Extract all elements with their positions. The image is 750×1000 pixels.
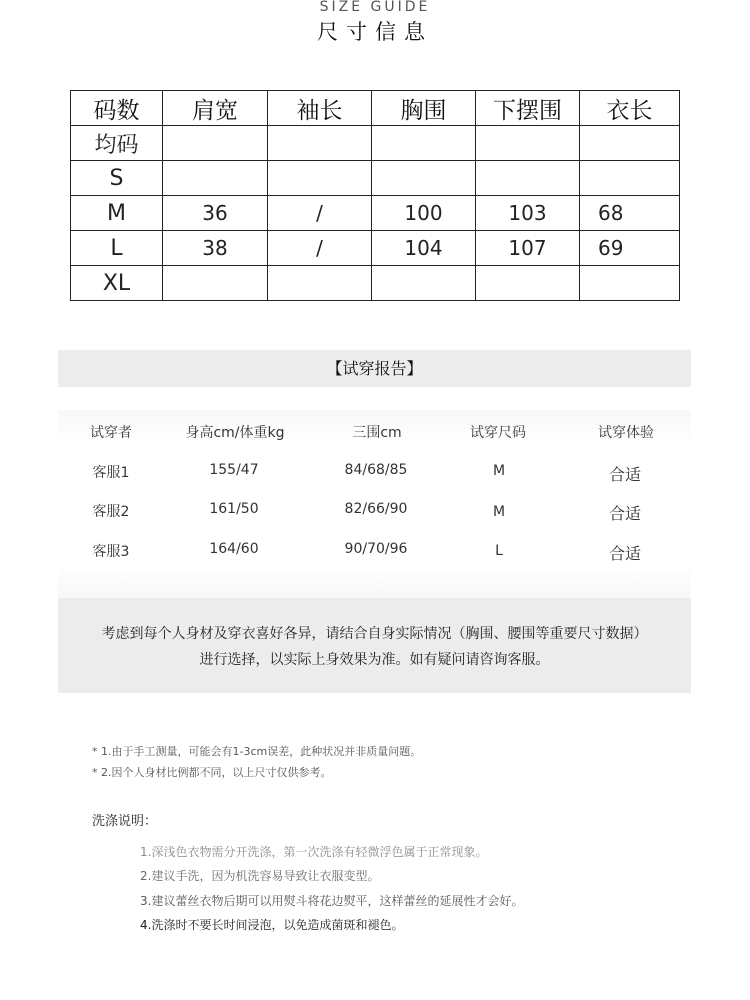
table-cell: 107 — [476, 231, 580, 266]
trial-cell: 合适 — [608, 465, 641, 484]
trial-cell: 84/68/85 — [344, 462, 408, 478]
table-cell — [372, 161, 476, 196]
size-label: 均码 — [71, 126, 163, 161]
size-table — [70, 90, 680, 301]
size-label: XL — [71, 266, 163, 301]
header-cell: 下摆围 — [476, 91, 580, 126]
table-cell — [580, 161, 680, 196]
header-cell: 胸围 — [372, 91, 476, 126]
trial-cell: 161/50 — [209, 501, 259, 517]
trial-cell: 客服2 — [92, 504, 130, 520]
table-cell: 36 — [163, 196, 268, 231]
trial-cell: 合适 — [608, 504, 641, 523]
header-cell: 衣长 — [580, 91, 680, 126]
table-row — [71, 126, 680, 161]
size-label: M — [71, 196, 163, 231]
table-cell: 103 — [476, 196, 580, 231]
trial-header-cell: 试穿体验 — [598, 425, 654, 441]
table-cell: 69 — [580, 231, 680, 266]
trial-cell: M — [492, 504, 506, 520]
trial-cell: M — [492, 463, 506, 479]
trial-cell: 155/47 — [209, 462, 259, 478]
washing-item: 1.深浅色衣物需分开洗涤，第一次洗涤有轻微浮色属于正常现象。 — [140, 845, 488, 859]
trial-report-table — [58, 410, 691, 598]
header-cell: 肩宽 — [163, 91, 268, 126]
table-cell — [163, 161, 268, 196]
trial-header-cell: 三围cm — [352, 425, 402, 441]
table-cell: 68 — [580, 196, 680, 231]
trial-cell: 客服3 — [92, 544, 130, 560]
table-row — [71, 266, 680, 301]
washing-title: 洗涤说明： — [92, 814, 158, 829]
trial-cell: L — [495, 543, 503, 559]
advice-box — [58, 598, 691, 693]
trial-header-cell: 试穿尺码 — [470, 425, 526, 441]
size-label: S — [71, 161, 163, 196]
trial-cell: 90/70/96 — [344, 541, 408, 557]
table-cell — [372, 266, 476, 301]
table-cell — [372, 126, 476, 161]
advice-text-line2: 进行选择，以实际上身效果为准。如有疑问请咨询客服。 — [199, 652, 550, 668]
advice-text-line1: 考虑到每个人身材及穿衣喜好各异，请结合自身实际情况（胸围、腰围等重要尺寸数据） — [101, 626, 648, 642]
table-cell — [580, 266, 680, 301]
measurement-note: * 1.由于手工测量，可能会有1-3cm误差，此种状况并非质量问题。 — [92, 745, 422, 758]
table-cell: / — [268, 196, 372, 231]
table-row — [71, 161, 680, 196]
washing-item: 3.建议蕾丝衣物后期可以用熨斗将花边熨平，这样蕾丝的延展性才会好。 — [140, 894, 524, 908]
table-cell — [163, 126, 268, 161]
table-row — [71, 231, 680, 266]
washing-item: 4.洗涤时不要长时间浸泡，以免造成菌斑和褪色。 — [140, 918, 404, 932]
table-cell — [268, 266, 372, 301]
header-cell: 码数 — [71, 91, 163, 126]
size-label: L — [71, 231, 163, 266]
table-cell: / — [268, 231, 372, 266]
trial-header-cell: 身高cm/体重kg — [185, 425, 285, 441]
table-cell: 38 — [163, 231, 268, 266]
trial-report-title: 【试穿报告】 — [326, 359, 423, 378]
table-cell — [268, 161, 372, 196]
page-title: 尺寸信息 — [317, 20, 433, 44]
table-cell — [476, 161, 580, 196]
trial-cell: 82/66/90 — [344, 501, 408, 517]
table-cell — [268, 126, 372, 161]
table-cell: 100 — [372, 196, 476, 231]
trial-header-cell: 试穿者 — [90, 425, 132, 441]
measurement-note: * 2.因个人身材比例都不同，以上尺寸仅供参考。 — [92, 766, 332, 779]
trial-report-banner — [58, 350, 691, 387]
table-cell — [163, 266, 268, 301]
table-cell: 104 — [372, 231, 476, 266]
table-cell — [580, 126, 680, 161]
trial-cell: 客服1 — [92, 465, 130, 481]
table-cell — [476, 126, 580, 161]
header-cell: 袖长 — [268, 91, 372, 126]
trial-cell: 164/60 — [209, 541, 259, 557]
size-table-header-row — [71, 91, 680, 126]
washing-item: 2.建议手洗，因为机洗容易导致让衣服变型。 — [140, 869, 380, 883]
trial-cell: 合适 — [608, 544, 641, 563]
table-row — [71, 196, 680, 231]
size-guide-subtitle: SIZE GUIDE — [319, 0, 431, 15]
table-cell — [476, 266, 580, 301]
